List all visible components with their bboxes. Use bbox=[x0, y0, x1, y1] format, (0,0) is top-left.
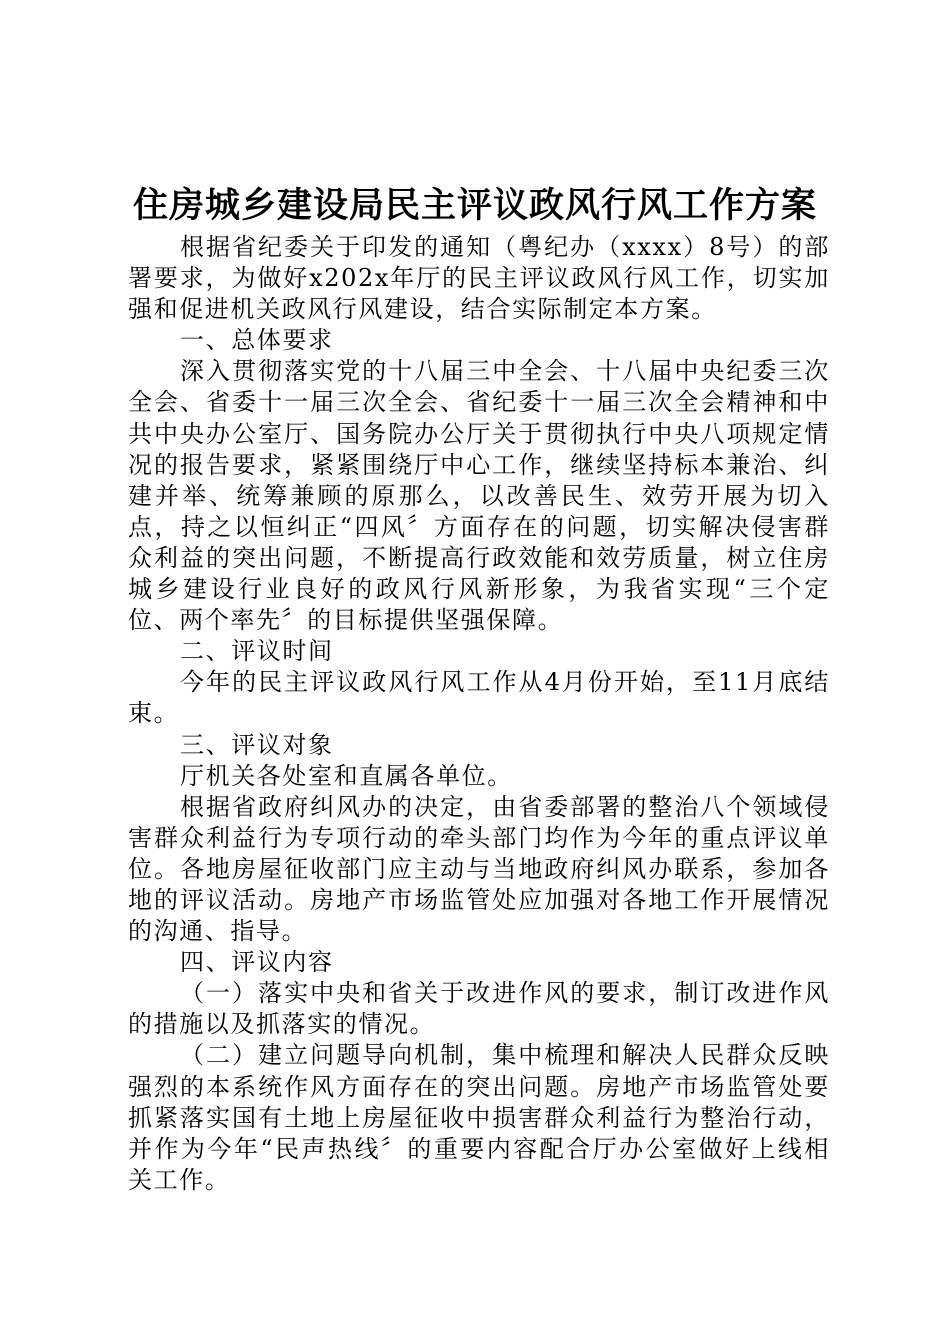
section-heading-general-requirements: 一、总体要求 bbox=[180, 326, 334, 355]
section-heading-review-targets: 三、评议对象 bbox=[180, 730, 334, 759]
section-heading-review-time: 二、评议时间 bbox=[180, 637, 334, 666]
document-body bbox=[128, 232, 830, 1196]
document-title: 住房城乡建设局民主评议政风行风工作方案 bbox=[132, 185, 817, 226]
review-time-paragraph: 今年的民主评议政风行风工作从4月份开始，至11月底结束。 bbox=[128, 668, 830, 728]
section-heading-review-content: 四、评议内容 bbox=[180, 948, 334, 977]
key-units-paragraph: 根据省政府纠风办的决定，由省委部署的整治八个领域侵害群众利益行为专项行动的牵头部门均作为今年的重点评议单位。各地房屋征收部门应主动与当地政府纠风办联系，参加各地的评议活动。房地产市场监管处应加强对各地工作开展情况的沟通、指导。 bbox=[128, 792, 830, 946]
review-content-item-2: （二）建立问题导向机制，集中梳理和解决人民群众反映强烈的本系统作风方面存在的突出问题。房地产市场监管处要抓紧落实国有土地上房屋征收中损害群众利益行为整治行动，并作为今年“民声热线〞的重要内容配合厅办公室做好上线相关工作。 bbox=[128, 1041, 830, 1194]
review-targets-paragraph: 厅机关各处室和直属各单位。 bbox=[180, 761, 513, 790]
intro-paragraph: 根据省纪委关于印发的通知（粤纪办（xxxx）8号）的部署要求，为做好x202x年厅的民主评议政风行风工作，切实加强和促进机关政风行风建设，结合实际制定本方案。 bbox=[128, 233, 830, 324]
general-requirements-paragraph: 深入贯彻落实党的十八届三中全会、十八届中央纪委三次全会、省委十一届三次全会、省纪委十一届三次全会精神和中共中央办公室厅、国务院办公厅关于贯彻执行中央八项规定情况的报告要求，紧紧围绕厅中心工作，继续坚持标本兼治、纠建并举、统筹兼顾的原那么，以改善民生、效劳开展为切入点，持之以恒纠正“四风〞方面存在的问题，切实解决侵害群众利益的突出问题，不断提高行政效能和效劳质量，树立住房城乡建设行业良好的政风行风新形象，为我省实现“三个定位、两个率先〞的目标提供坚强保障。 bbox=[128, 357, 830, 635]
review-content-item-1: （一）落实中央和省关于改进作风的要求，制订改进作风的措施以及抓落实的情况。 bbox=[128, 979, 830, 1039]
